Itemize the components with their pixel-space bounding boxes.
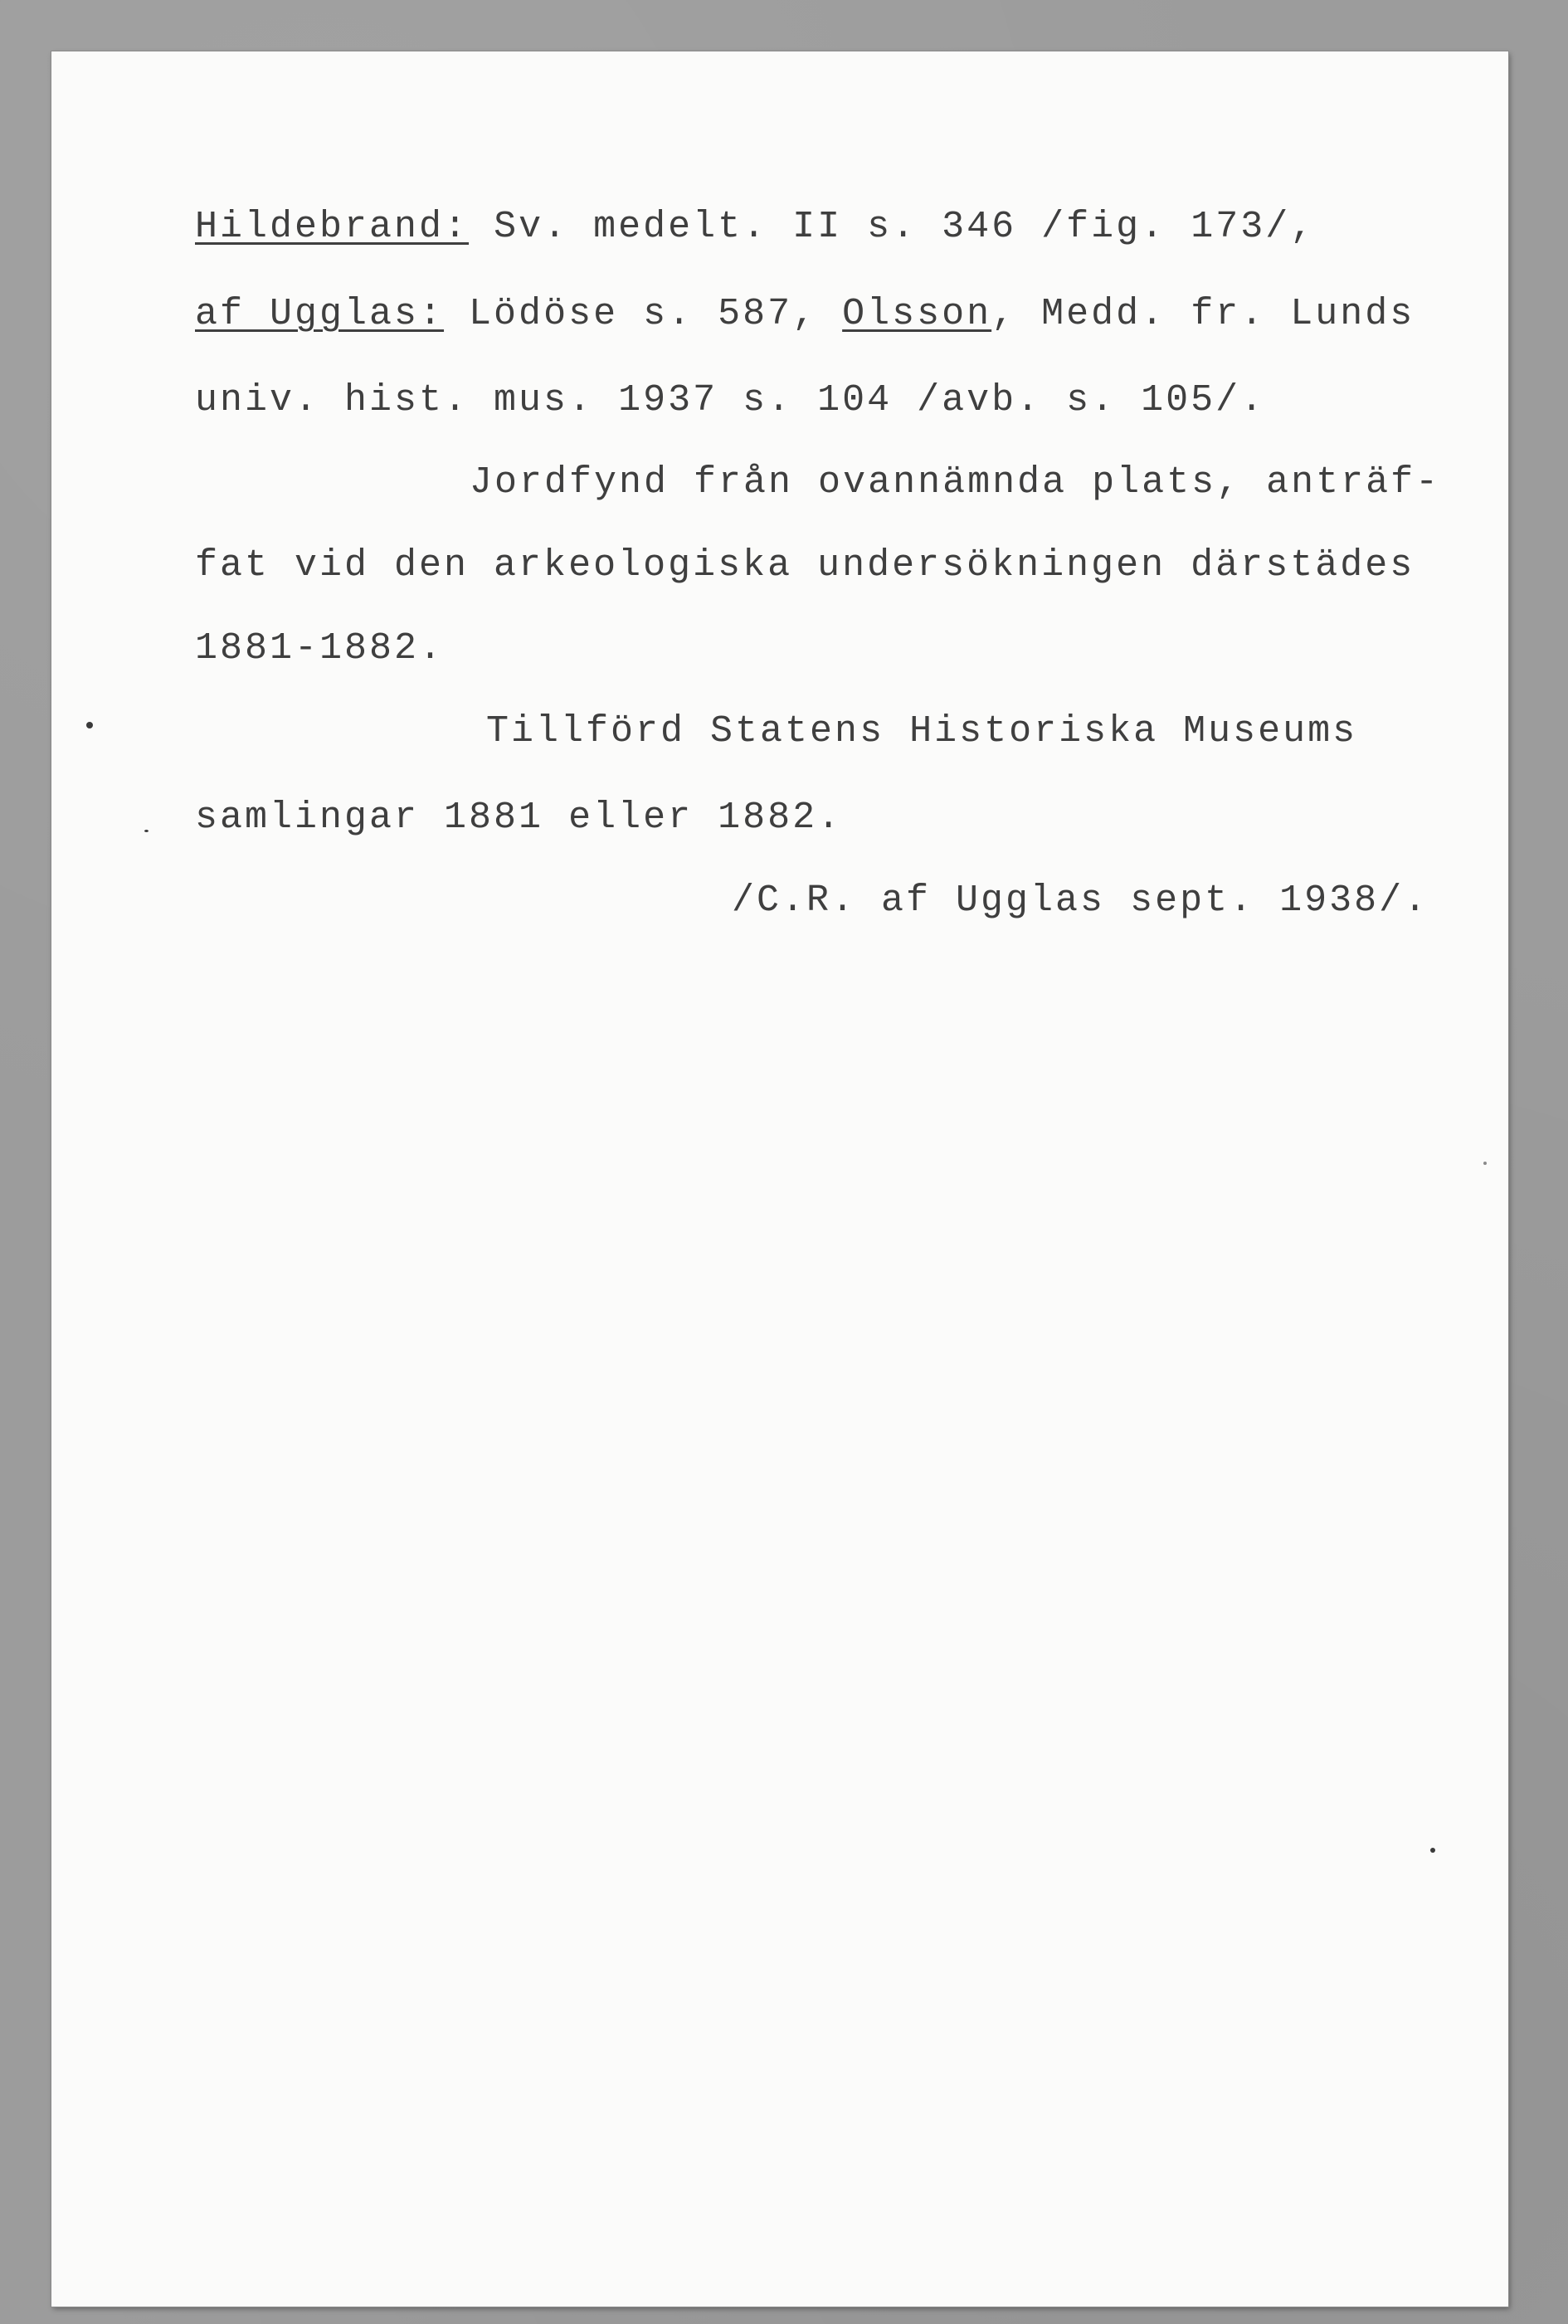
- description-line-2: fat vid den arkeologiska undersökningen därstädes: [195, 544, 1415, 587]
- signature-line: /C.R. af Ugglas sept. 1938/.: [732, 879, 1429, 922]
- description-line-3: 1881-1882.: [195, 627, 445, 670]
- dust-speck: [1483, 1162, 1487, 1165]
- dust-speck: [144, 830, 149, 832]
- reference-line-2: [195, 290, 1415, 339]
- reference-2-mid: Lödöse s. 587,: [444, 293, 843, 335]
- author-hildebrand: Hildebrand:: [195, 206, 470, 248]
- author-olsson: Olsson: [842, 293, 992, 335]
- reference-line-1: [195, 202, 1315, 252]
- provenance-line-2: samlingar 1881 eller 1882.: [195, 797, 843, 839]
- reference-1-text: Sv. medelt. II s. 346 /fig. 173/,: [469, 206, 1316, 248]
- catalog-card: [51, 51, 1508, 2307]
- author-af-ugglas: af Ugglas:: [195, 293, 445, 335]
- provenance-line-1: Tillförd Statens Historiska Museums: [486, 710, 1358, 753]
- description-line-1: Jordfynd från ovannämnda plats, anträf-: [470, 461, 1441, 504]
- reference-line-3: univ. hist. mus. 1937 s. 104 /avb. s. 105/.: [195, 379, 1266, 421]
- reference-2-text: , Medd. fr. Lunds: [991, 293, 1415, 335]
- dust-speck: [1430, 1848, 1435, 1853]
- dust-speck: [86, 722, 93, 728]
